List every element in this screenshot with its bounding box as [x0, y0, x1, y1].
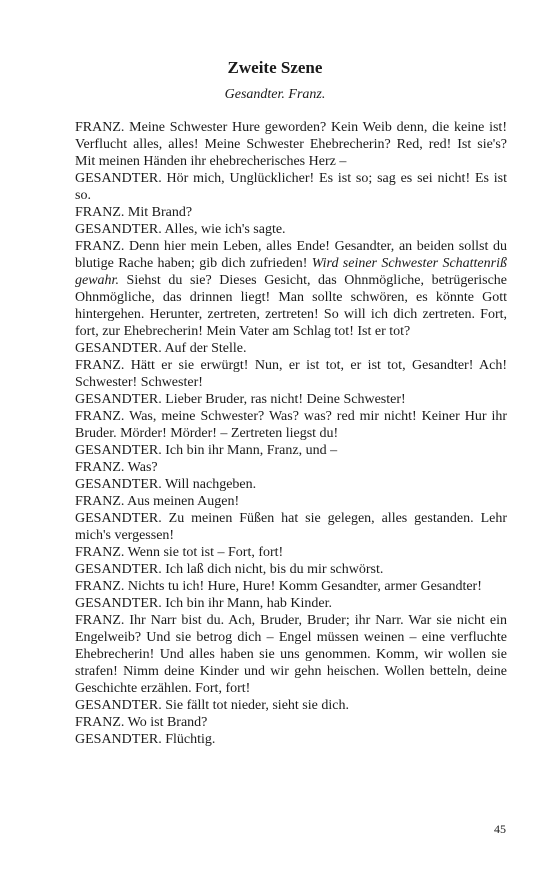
dialogue-text: FRANZ. Aus meinen Augen!	[75, 494, 240, 509]
scene-title: Zweite Szene	[227, 58, 323, 77]
dialogue-text: GESANDTER. Ich laß dich nicht, bis du mir schwörst.	[75, 562, 384, 577]
dialogue-paragraph	[75, 459, 507, 476]
dialogue-body	[75, 119, 507, 748]
dialogue-text: FRANZ. Ihr Narr bist du. Ach, Bruder, Bruder; ihr Narr. War sie nicht ein Engelweib? Und sie betrog dich – Engel müssen weinen – eine verfluchte Ehebrecherin! Und alles haben sie uns genommen. Komm, wir wollen sie strafen! Nimm deine Kinder und wir gehn heischen. Wollen betteln, deine Geschichte erzählen. Fort, fort!	[75, 613, 507, 696]
dialogue-text: GESANDTER. Hör mich, Unglücklicher! Es ist so; sag es sei nicht! Es ist so.	[75, 171, 507, 203]
dialogue-text: FRANZ. Denn hier mein Leben, alles Ende! Gesandter, an beiden sollst du blutige Rache haben; gib dich zufrieden!	[75, 239, 507, 271]
dialogue-paragraph	[75, 170, 507, 204]
dialogue-paragraph	[75, 697, 507, 714]
dialogue-paragraph	[75, 714, 507, 731]
dialogue-paragraph	[75, 119, 507, 170]
dialogue-text: FRANZ. Was, meine Schwester? Was? was? red mir nicht! Keiner Hur ihr Bruder. Mörder! Mörder! – Zertreten liegst du!	[75, 409, 507, 441]
dialogue-text: FRANZ. Mit Brand?	[75, 205, 193, 220]
page-number: 45	[494, 822, 506, 836]
dialogue-text: GESANDTER. Zu meinen Füßen hat sie gelegen, alles gestanden. Lehr mich's vergessen!	[75, 511, 507, 543]
dialogue-paragraph	[75, 238, 507, 340]
dialogue-paragraph	[75, 731, 507, 748]
dialogue-paragraph	[75, 493, 507, 510]
dialogue-text: GESANDTER. Alles, wie ich's sagte.	[75, 222, 286, 237]
dialogue-text: GESANDTER. Auf der Stelle.	[75, 341, 247, 356]
stage-direction: Wird seiner Schwester Schattenriß gewahr.	[75, 256, 507, 288]
dialogue-paragraph	[75, 595, 507, 612]
dialogue-paragraph	[75, 340, 507, 357]
dialogue-text: GESANDTER. Ich bin ihr Mann, Franz, und –	[75, 443, 338, 458]
dialogue-text: GESANDTER. Sie fällt tot nieder, sieht sie dich.	[75, 698, 349, 713]
scene-characters: Gesandter. Franz.	[224, 87, 326, 102]
dialogue-paragraph	[75, 204, 507, 221]
dialogue-text: FRANZ. Wo ist Brand?	[75, 715, 208, 730]
dialogue-paragraph	[75, 221, 507, 238]
dialogue-paragraph	[75, 561, 507, 578]
dialogue-paragraph	[75, 442, 507, 459]
dialogue-text: GESANDTER. Ich bin ihr Mann, hab Kinder.	[75, 596, 333, 611]
dialogue-paragraph	[75, 476, 507, 493]
dialogue-text: GESANDTER. Flüchtig.	[75, 732, 216, 747]
dialogue-text: GESANDTER. Will nachgeben.	[75, 477, 257, 492]
dialogue-text: FRANZ. Nichts tu ich! Hure, Hure! Komm Gesandter, armer Gesandter!	[75, 579, 482, 594]
dialogue-paragraph	[75, 408, 507, 442]
dialogue-paragraph	[75, 578, 507, 595]
dialogue-paragraph	[75, 544, 507, 561]
dialogue-text: FRANZ. Wenn sie tot ist – Fort, fort!	[75, 545, 284, 560]
dialogue-paragraph	[75, 391, 507, 408]
dialogue-text: FRANZ. Hätt er sie erwürgt! Nun, er ist tot, er ist tot, Gesandter! Ach! Schwester! Schwester!	[75, 358, 507, 390]
dialogue-text: Siehst du sie? Dieses Gesicht, das Ohnmögliche, betrügerische Ohnmögliche, das drinnen liegt! Man sollte schwören, es könnte Gott hintergehen. Herunter, zertreten, zertreten! So will ich dich zertreten. Fort, fort, zur Ehebrecherin! Mein Vater am Schlag tot! Ist er tot?	[75, 273, 507, 339]
dialogue-text: FRANZ. Meine Schwester Hure geworden? Kein Weib denn, die keine ist! Verflucht alles, alles! Meine Schwester Ehebrecherin? Red, red! Ist sie's? Mit meinen Händen ihr ehebrecherisches Herz –	[75, 120, 507, 169]
dialogue-text: FRANZ. Was?	[75, 460, 158, 475]
dialogue-paragraph	[75, 357, 507, 391]
dialogue-paragraph	[75, 612, 507, 697]
dialogue-paragraph	[75, 510, 507, 544]
dialogue-text: GESANDTER. Lieber Bruder, ras nicht! Deine Schwester!	[75, 392, 406, 407]
